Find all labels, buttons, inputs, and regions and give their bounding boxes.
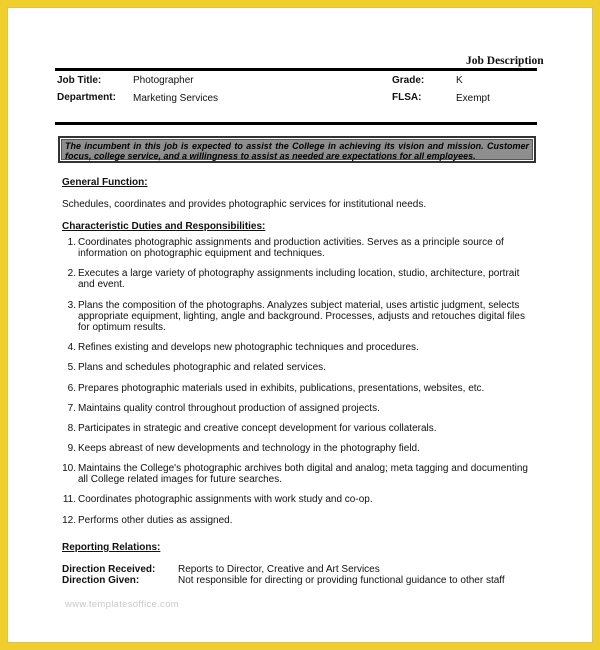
department-label: Department:: [57, 92, 116, 103]
duty-number: 2.: [67, 268, 76, 279]
duty-number: 10.: [62, 463, 76, 474]
duty-text: Maintains the College's photographic archives both digital and analog; meta tagging and documenting all College related images for future searches.: [78, 463, 528, 485]
duty-number: 12.: [62, 515, 76, 526]
duty-number: 4.: [67, 342, 76, 353]
duty-number: 8.: [67, 423, 76, 434]
duty-text: Performs other duties as assigned.: [78, 515, 233, 526]
general-function-text: Schedules, coordinates and provides photographic services for institutional needs.: [62, 199, 427, 210]
duty-text: Plans the composition of the photographs. Analyzes subject material, uses artistic judgment, selects appropriate equipment, lighting, angle and background. Processes, adjusts and retouches digital files for optimum results.: [78, 300, 525, 333]
general-function-heading: General Function:: [62, 177, 148, 188]
department-value: Marketing Services: [133, 93, 219, 104]
duty-number: 7.: [67, 403, 76, 414]
duty-text: Participates in strategic and creative concept development for various collaterals.: [78, 423, 437, 434]
duty-number: 11.: [62, 494, 76, 505]
expectations-notice-box: [58, 136, 536, 163]
header-bottom-rule: [55, 122, 537, 125]
reporting-relations-heading: Reporting Relations:: [62, 542, 161, 553]
document-title: Job Description: [466, 55, 544, 67]
job-title-label: Job Title:: [57, 75, 102, 86]
flsa-label: FLSA:: [392, 92, 422, 103]
watermark-text: www.templatesoffice.com: [65, 599, 179, 610]
duty-text: Coordinates photographic assignments and production activities. Serves as a principle source of information on photographic equipment and techniques.: [78, 237, 504, 259]
duty-text: Refines existing and develops new photographic techniques and procedures.: [78, 342, 419, 353]
direction-received-value: Reports to Director, Creative and Art Services: [178, 564, 380, 575]
duty-number: 6.: [67, 383, 76, 394]
duty-text: Coordinates photographic assignments with work study and co-op.: [78, 494, 373, 505]
duty-number: 5.: [67, 362, 76, 373]
direction-received-label: Direction Received:: [62, 564, 156, 575]
duty-number: 3.: [67, 300, 76, 311]
job-title-value: Photographer: [133, 75, 194, 86]
duty-text: Prepares photographic materials used in exhibits, publications, presentations, websites, etc.: [78, 383, 485, 394]
flsa-value: Exempt: [456, 93, 490, 104]
grade-label: Grade:: [392, 75, 425, 86]
duty-text: Maintains quality control throughout production of assigned projects.: [78, 403, 380, 414]
direction-given-value: Not responsible for directing or providing functional guidance to other staff: [178, 575, 505, 586]
duties-heading: Characteristic Duties and Responsibilities:: [62, 221, 266, 232]
header-top-rule: [55, 68, 537, 71]
duty-text: Executes a large variety of photography assignments including location, studio, architecture, portrait and event.: [78, 268, 520, 290]
duty-text: Keeps abreast of new developments and technology in the photography field.: [78, 443, 420, 454]
duty-text: Plans and schedules photographic and related services.: [78, 362, 326, 373]
direction-given-label: Direction Given:: [62, 575, 140, 586]
duty-number: 1.: [67, 237, 76, 248]
grade-value: K: [456, 75, 463, 86]
duty-number: 9.: [67, 443, 76, 454]
expectations-notice-text: The incumbent in this job is expected to assist the College in achieving its vision and mission. Customer focus, college service, and a willingness to assist as needed are expectations for all employees.: [61, 139, 533, 160]
